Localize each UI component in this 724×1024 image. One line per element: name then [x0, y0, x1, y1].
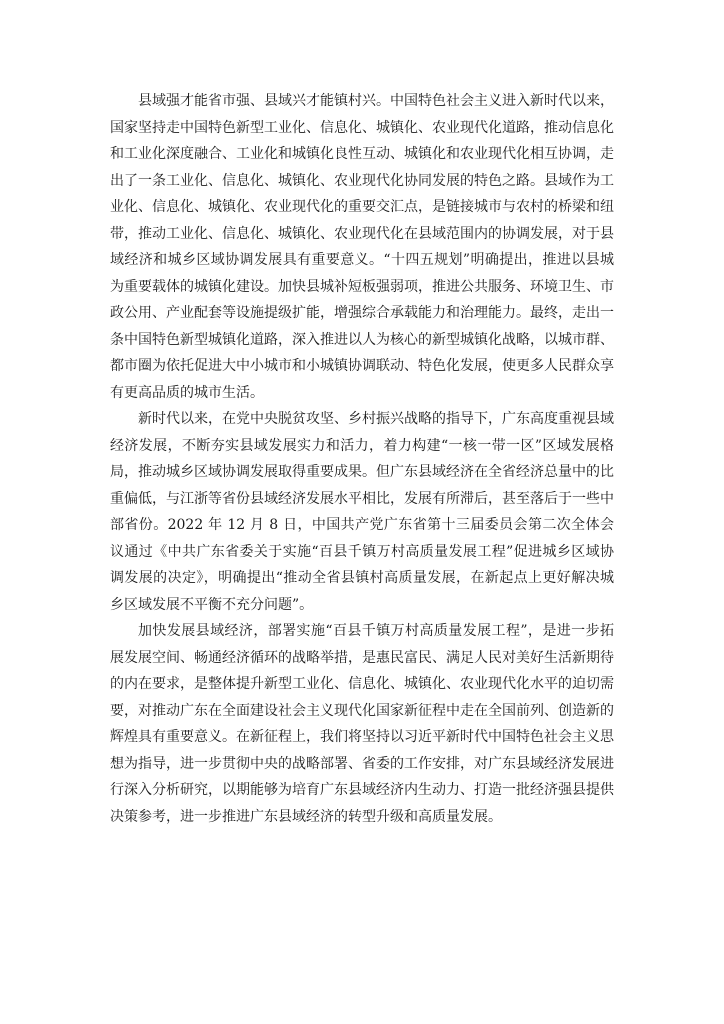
paragraph-2: 新时代以来，在党中央脱贫攻坚、乡村振兴战略的指导下，广东高度重视县域经济发展，不断夯实县域发展实力和活力，着力构建“一核一带一区”区域发展格局，推动城乡区域协调发展取得重要成果。但广东县域经济在全省经济总量中的比重偏低，与江浙等省份县域经济发展水平相比，发展有所滞后，甚至落后于一些中部省份。2022 年 12 月 8 日，中国共产党广东省第十三届委员会第二次全体会议通过《中共广东省委关于实施“百县千镇万村高质量发展工程”促进城乡区域协调发展的决定》，明确提出“推动全省县镇村高质量发展，在新起点上更好解决城乡区域发展不平衡不充分问题”。: [110, 411, 614, 613]
paragraph-3: 加快发展县域经济，部署实施“百县千镇万村高质量发展工程”，是进一步拓展发展空间、畅通经济循环的战略举措，是惠民富民、满足人民对美好生活新期待的内在要求，是整体提升新型工业化、信息化、城镇化、农业现代化水平的迫切需要，对推动广东在全面建设社会主义现代化国家新征程中走在全国前列、创造新的辉煌具有重要意义。在新征程上，我们将坚持以习近平新时代中国特色社会主义思想为指导，进一步贯彻中央的战略部署、省委的工作安排，对广东县域经济发展进行深入分析研究，以期能够为培育广东县域经济内生动力、打造一批经济强县提供决策参考，进一步推进广东县域经济的转型升级和高质量发展。: [110, 623, 614, 825]
document-body: [110, 88, 614, 830]
paragraph-1: 县域强才能省市强、县域兴才能镇村兴。中国特色社会主义进入新时代以来，国家坚持走中国特色新型工业化、信息化、城镇化、农业现代化道路，推动信息化和工业化深度融合、工业化和城镇化良性互动、城镇化和农业现代化相互协调，走出了一条工业化、信息化、城镇化、农业现代化协同发展的特色之路。县域作为工业化、信息化、城镇化、农业现代化的重要交汇点，是链接城市与农村的桥梁和纽带，推动工业化、信息化、城镇化、农业现代化在县域范围内的协调发展，对于县域经济和城乡区域协调发展具有重要意义。“十四五规划”明确提出，推进以县城为重要载体的城镇化建设。加快县城补短板强弱项，推进公共服务、环境卫生、市政公用、产业配套等设施提级扩能，增强综合承载能力和治理能力。最终，走出一条中国特色新型城镇化道路，深入推进以人为核心的新型城镇化战略，以城市群、都市圈为依托促进大中小城市和小城镇协调联动、特色化发展，使更多人民群众享有更高品质的城市生活。: [110, 93, 614, 401]
